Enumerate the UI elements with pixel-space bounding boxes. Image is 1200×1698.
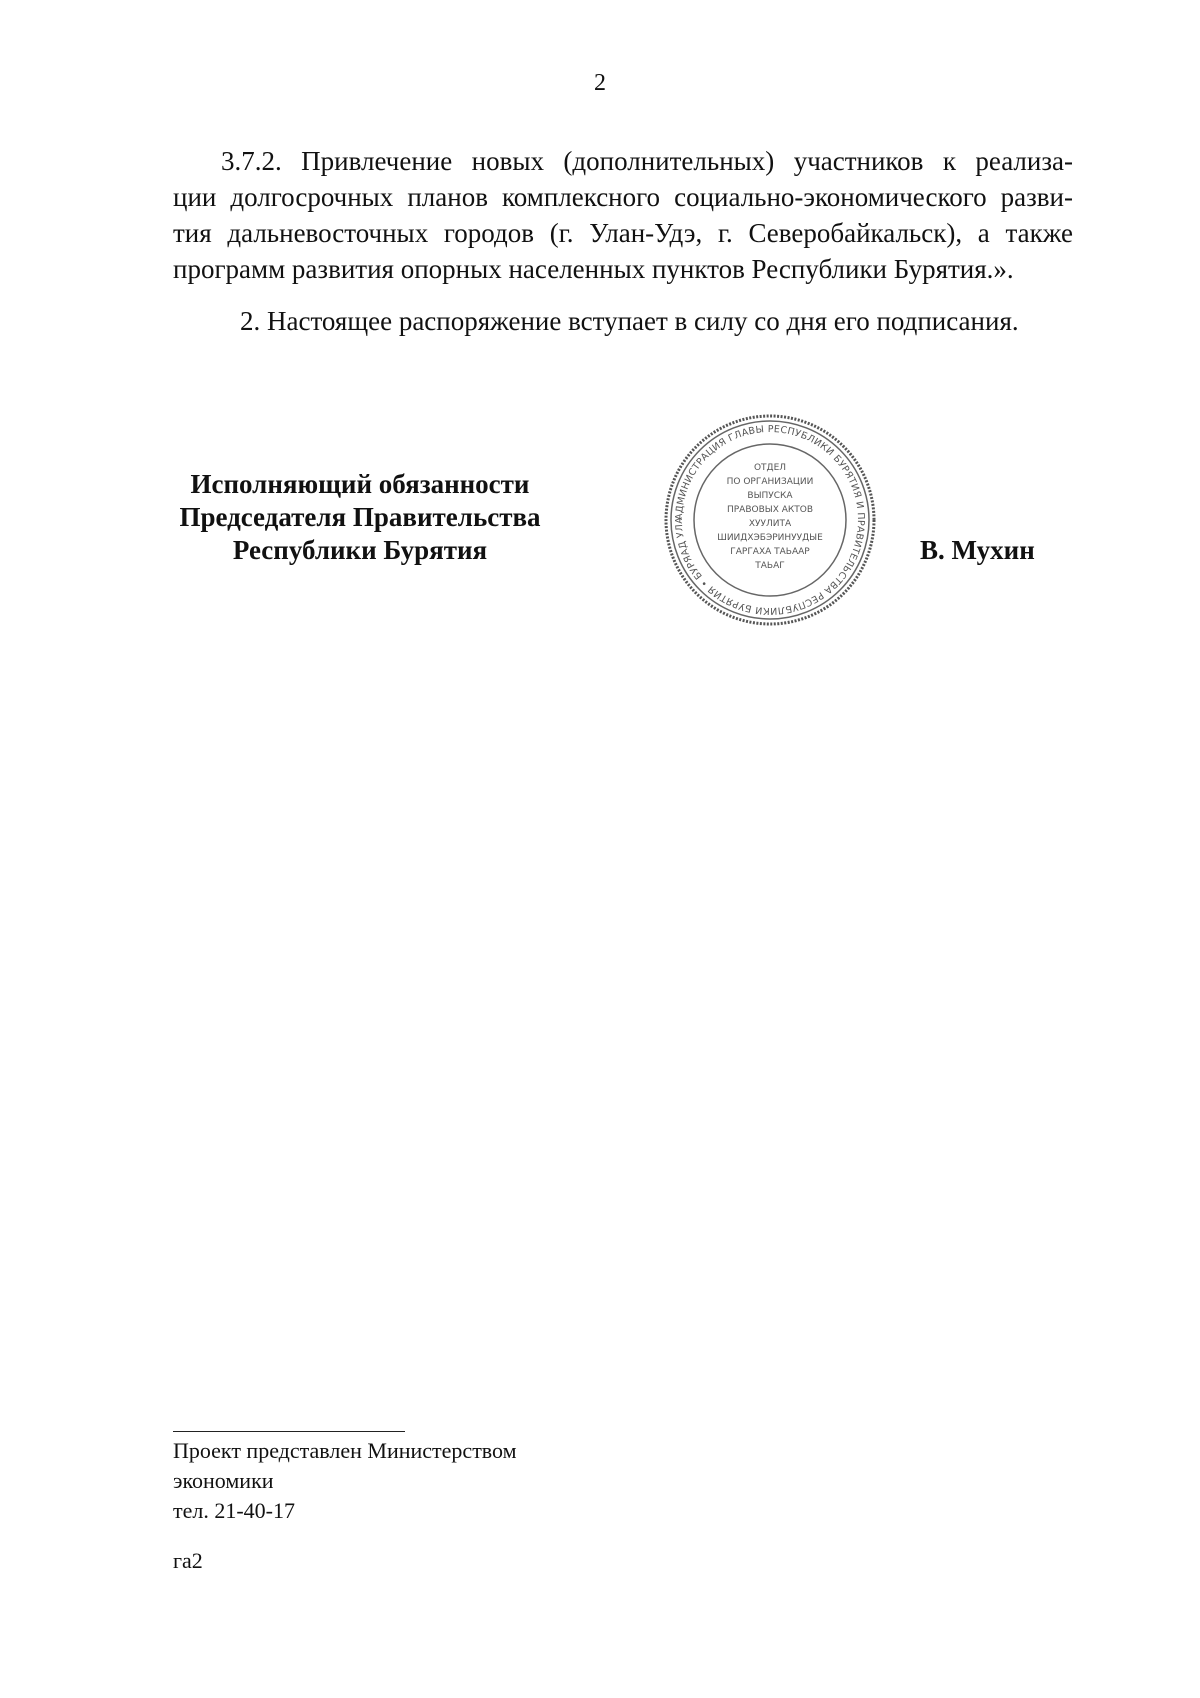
- paragraph-line: 3.7.2. Привлечение новых (дополнительных) участников к реализа-: [221, 146, 1073, 176]
- signatory-title-line: Председателя Правительства: [179, 502, 541, 532]
- footer-line: экономики: [173, 1468, 274, 1493]
- official-stamp: [660, 410, 880, 630]
- signatory-title-line: Исполняющий обязанности: [190, 469, 530, 499]
- page-number: 2: [594, 70, 606, 96]
- paragraph-3-7-2: [173, 143, 1073, 287]
- paragraph-line: тия дальневосточных городов (г. Улан-Удэ, г. Северобайкальск), а также: [173, 218, 1073, 248]
- signatory-title-line: Республики Бурятия: [232, 535, 488, 565]
- stamp-text-line: ХУУЛИТА: [748, 519, 792, 529]
- stamp-text-line: ОТДЕЛ: [753, 463, 787, 473]
- signatory-title: [160, 468, 560, 567]
- signatory-name: В. Мухин: [920, 535, 1035, 565]
- stamp-text-line: ГАРГАХА ТАЬААР: [730, 547, 810, 557]
- footer-divider: [173, 1431, 405, 1432]
- paragraph-line: ции долгосрочных планов комплексного социально-экономического разви-: [173, 182, 1073, 212]
- svg-text:АДМИНИСТРАЦИЯ ГЛАВЫ РЕСПУБЛИКИ: АДМИНИСТРАЦИЯ ГЛАВЫ РЕСПУБЛИКИ БУРЯТИЯ И ПРАВИТЕЛЬСТВА РЕСПУБЛИКИ БУРЯТИЯ • БУРЯАД УЛА: [673, 423, 867, 617]
- stamp-text-line: ПРАВОВЫХ АКТОВ: [726, 505, 814, 515]
- paragraph-line: программ развития опорных населенных пунктов Республики Бурятия.».: [173, 254, 1014, 284]
- stamp-text-line: ПО ОРГАНИЗАЦИИ: [726, 477, 814, 487]
- document-code: га2: [173, 1548, 203, 1573]
- stamp-text-line: ТАЬАГ: [755, 561, 785, 571]
- stamp-text-line: ШИИДХЭБЭРИНУУДЫЕ: [717, 533, 823, 543]
- footer-line: тел. 21-40-17: [173, 1498, 296, 1523]
- footer-line: Проект представлен Министерством: [173, 1438, 517, 1463]
- stamp-text-line: ВЫПУСКА: [747, 491, 793, 501]
- footer-note: [173, 1436, 517, 1526]
- stamp-seal: [660, 410, 880, 630]
- paragraph-2: 2. Настоящее распоряжение вступает в силу со дня его подписания.: [240, 306, 1019, 336]
